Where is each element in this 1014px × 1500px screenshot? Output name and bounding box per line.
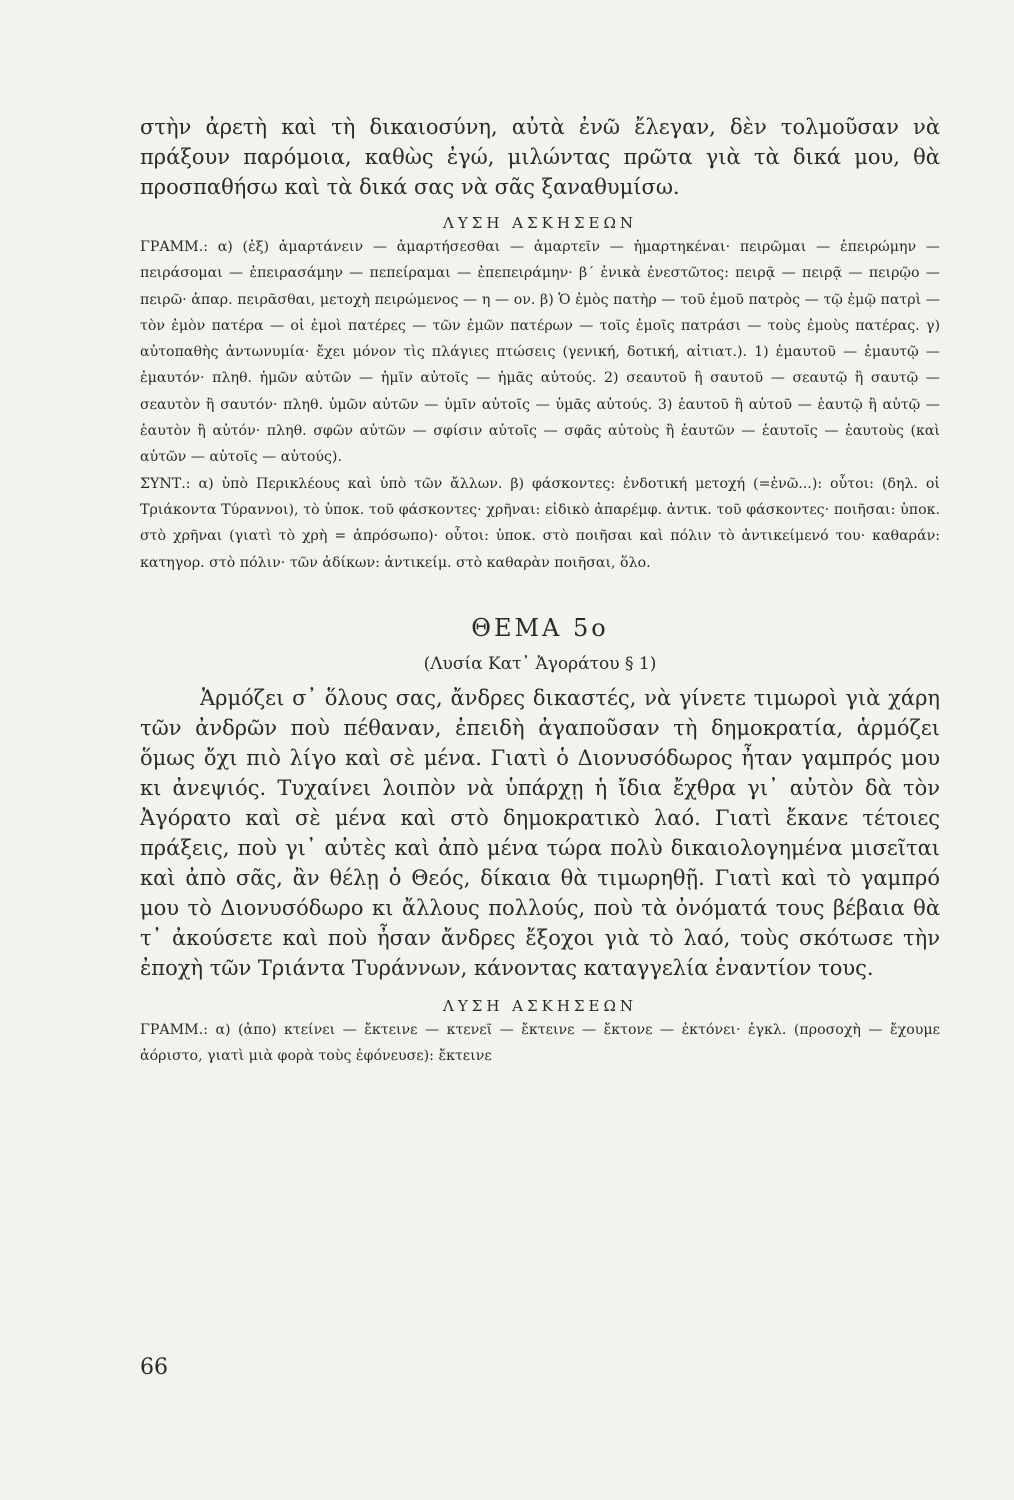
- section-heading-solutions-1: ΛΥΣΗ ΑΣΚΗΣΕΩΝ: [442, 214, 638, 232]
- theme-source: (Λυσία Κατ᾽ Ἀγοράτου § 1): [423, 653, 657, 674]
- grammar-notes-2: ΓΡΑΜΜ.: α) (ἀπο) κτείνει — ἔκτεινε — κτενεῖ — ἔκτεινε — ἔκτονε — ἐκτόνει· ἐγκλ. (προσοχὴ — ἔχουμε ἀόριστο, γιατὶ μιὰ φορὰ τοὺς ἐφόνευσε): ἔκτεινε: [140, 1021, 940, 1065]
- page-content: [140, 112, 940, 1069]
- section-heading-solutions-2: ΛΥΣΗ ΑΣΚΗΣΕΩΝ: [442, 996, 638, 1015]
- theme-title: ΘΕΜΑ 5ο: [471, 613, 609, 642]
- intro-paragraph: στὴν ἀρετὴ καὶ τὴ δικαιοσύνη, αὐτὰ ἐνῶ ἔλεγαν, δὲν τολμοῦσαν νὰ πράξουν παρόμοια, καθὼς ἐγώ, μιλώντας πρῶτα γιὰ τὰ δικά μου, θὰ προσπαθήσω καὶ τὰ δικά σας νὰ σᾶς ξαναθυμίσω.: [140, 115, 940, 199]
- theme-translation: Ἁρμόζει σ᾽ ὅλους σας, ἄνδρες δικαστές, νὰ γίνετε τιμωροὶ γιὰ χάρη τῶν ἀνδρῶν ποὺ πέθαναν, ἐπειδὴ ἀγαποῦσαν τὴ δημοκρατία, ἁρμόζει ὅμως ὄχι πιὸ λίγο καὶ σὲ μένα. Γιατὶ ὁ Διονυσόδωρος ἦταν γαμπρός μου κι ἀνεψιός. Τυχαίνει λοιπὸν νὰ ὑπάρχῃ ἡ ἴδια ἔχθρα γι᾽ αὐτὸν δὰ τὸν Ἀγόρατο καὶ σὲ μένα καὶ στὸ δημοκρατικὸ λαό. Γιατὶ ἔκανε τέτοιες πράξεις, ποὺ γι᾽ αὐτὲς καὶ ἀπὸ μένα τώρα πολὺ δικαιολογημένα μισεῖται καὶ ἀπὸ σᾶς, ἂν θέλῃ ὁ Θεός, δίκαια θὰ τιμωρηθῇ. Γιατὶ καὶ τὸ γαμπρό μου τὸ Διονυσόδωρο κι ἄλλους πολλούς, ποὺ τὰ ὀνόματά τους βέβαια θὰ τ᾽ ἀκούσετε καὶ ποὺ ἦσαν ἄνδρες ἔξοχοι γιὰ τὸ λαό, τοὺς σκότωσε τὴν ἐποχὴ τῶν Τριάντα Τυράννων, κάνοντας καταγγελία ἐναντίον τους.: [140, 685, 940, 980]
- grammar-notes-1: ΓΡΑΜΜ.: α) (ἐξ) ἁμαρτάνειν — ἁμαρτήσεσθαι — ἁμαρτεῖν — ἡμαρτηκέναι· πειρῶμαι — ἐπειρώμην — πειράσομαι — ἐπειρασάμην — πεπείραμαι — ἐπεπειράμην· β΄ ἑνικὰ ἐνεστῶτος: πειρᾷ — πειρᾷ — πειρῷο — πειρῶ· ἀπαρ. πειρᾶσθαι, μετοχὴ πειρώμενος — η — ον. β) Ὁ ἐμὸς πατὴρ — τοῦ ἐμοῦ πατρὸς — τῷ ἐμῷ πατρὶ — τὸν ἐμὸν πατέρα — οἱ ἐμοὶ πατέρες — τῶν ἐμῶν πατέρων — τοῖς ἐμοῖς πατράσι — τοὺς ἐμοὺς πατέρας. γ) αὐτοπαθὴς ἀντωνυμία· ἔχει μόνον τὶς πλάγιες πτώσεις (γενική, δοτική, αἰτιατ.). 1) ἐμαυτοῦ — ἐμαυτῷ — ἐμαυτόν· πληθ. ἡμῶν αὐτῶν — ἡμῖν αὐτοῖς — ἡμᾶς αὐτούς. 2) σεαυτοῦ ἢ σαυτοῦ — σεαυτῷ ἢ σαυτῷ — σεαυτὸν ἢ σαυτόν· πληθ. ὑμῶν αὐτῶν — ὑμῖν αὐτοῖς — ὑμᾶς αὐτούς. 3) ἑαυτοῦ ἢ αὑτοῦ — ἑαυτῷ ἢ αὑτῷ — ἑαυτὸν ἢ αὑτόν· πληθ. σφῶν αὐτῶν — σφίσιν αὐτοῖς — σφᾶς αὐτοὺς ἢ ἑαυτῶν — ἑαυτοῖς — ἑαυτοὺς (καὶ αὑτῶν — αὑτοῖς — αὑτούς).: [140, 239, 940, 466]
- syntax-notes-1: ΣΥΝΤ.: α) ὑπὸ Περικλέους καὶ ὑπὸ τῶν ἄλλων. β) φάσκοντες: ἐνδοτική μετοχή (=ἐνῶ...): οὗτοι: (δηλ. οἱ Τριάκοντα Τύραννοι), τὸ ὑποκ. τοῦ φάσκοντες· χρῆναι: εἰδικὸ ἀπαρέμφ. ἀντικ. τοῦ φάσκοντες· ποιῆσαι: ὑποκ. στὸ χρῆναι (γιατὶ τὸ χρὴ = ἀπρόσωπο)· οὗτοι: ὑποκ. στὸ ποιῆσαι καὶ πόλιν τὸ ἀντικείμενό του· καθαράν: κατηγορ. στὸ πόλιν· τῶν ἀδίκων: ἀντικείμ. στὸ καθαρὰν ποιῆσαι, ὅλο.: [140, 475, 940, 571]
- page-number: 66: [140, 1355, 168, 1380]
